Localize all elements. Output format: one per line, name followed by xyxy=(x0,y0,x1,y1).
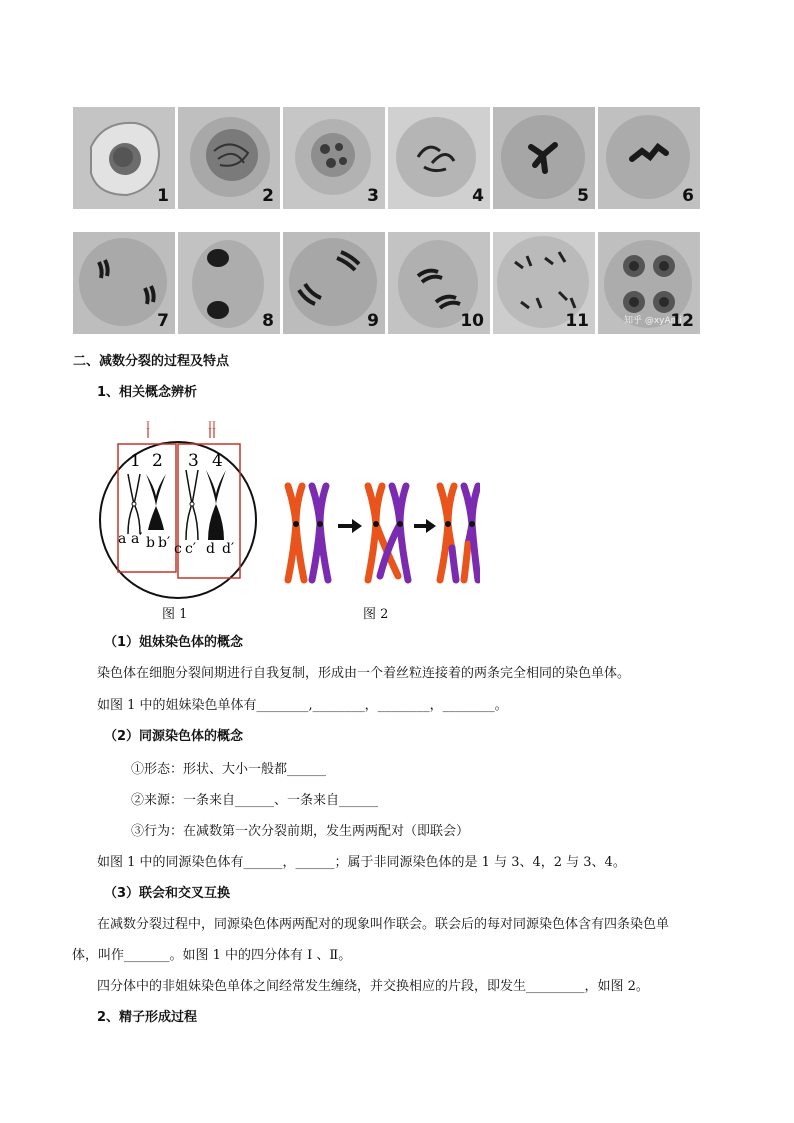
figure-2-crossing-over-diagram xyxy=(280,480,480,590)
chromosome-number-2: 2 xyxy=(152,451,163,471)
p2-item-3: ③行为：在减数第一次分裂前期，发生两两配对（即联会） xyxy=(131,824,470,839)
figure-1-caption: 图 1 xyxy=(162,607,188,622)
chromatid-label-b: b xyxy=(146,535,155,551)
chromosome-number-4: 4 xyxy=(212,451,223,471)
p2-item-2: ②来源：一条来自______、一条来自______ xyxy=(131,793,379,808)
micrograph-3 xyxy=(283,107,385,209)
micrograph-12 xyxy=(598,232,700,334)
chromatid-label-d: d xyxy=(206,541,215,557)
p2-item-1: ①形态：形状、大小一般都______ xyxy=(131,762,327,777)
micrograph-number: 10 xyxy=(460,311,484,331)
p3-title: （3）联会和交叉互换 xyxy=(104,886,231,901)
micrograph-number: 4 xyxy=(472,186,484,206)
figure-2-caption: 图 2 xyxy=(363,607,389,622)
micrograph-number: 2 xyxy=(262,186,274,206)
figure-1-chromosome-diagram xyxy=(98,422,268,602)
p1-text: 染色体在细胞分裂间期进行自我复制，形成由一个着丝粒连接着的两条完全相同的染色单体。 xyxy=(97,666,631,681)
micrograph-number: 11 xyxy=(565,311,589,331)
micrograph-5 xyxy=(493,107,595,209)
chromosome-number-1: 1 xyxy=(130,451,141,471)
micrograph-number: 8 xyxy=(262,311,274,331)
chromatid-label-b-prime: b′ xyxy=(158,535,171,551)
micrograph-9 xyxy=(283,232,385,334)
micrograph-2 xyxy=(178,107,280,209)
chromatid-label-c: c xyxy=(174,541,182,557)
p2-title: （2）同源染色体的概念 xyxy=(104,729,244,744)
micrograph-number: 5 xyxy=(577,186,589,206)
micrograph-10 xyxy=(388,232,490,334)
micrograph-11 xyxy=(493,232,595,334)
subsection-title-2: 2、精子形成过程 xyxy=(97,1010,198,1025)
chromatid-label-a: a xyxy=(118,531,127,547)
p2-question: 如图 1 中的同源染色体有______，______；属于非同源染色体的是 1 与 3、4，2 与 3、4。 xyxy=(97,855,626,870)
chromatid-label-d-prime: d′ xyxy=(222,541,235,557)
tetrad-label-1: I xyxy=(146,421,150,432)
p3-text-3: 四分体中的非姐妹染色单体之间经常发生缠绕，并交换相应的片段，即发生_________，如图 2。 xyxy=(97,979,649,994)
micrograph-1 xyxy=(73,107,175,209)
micrograph-number: 1 xyxy=(157,186,169,206)
chromatid-label-a-prime: a′ xyxy=(131,531,143,547)
micrograph-number: 12 xyxy=(670,311,694,331)
section-title: 二、减数分裂的过程及特点 xyxy=(73,354,230,369)
chromosome-number-3: 3 xyxy=(188,451,199,471)
micrograph-number: 3 xyxy=(367,186,379,206)
micrograph-8 xyxy=(178,232,280,334)
p3-text-1: 在减数分裂过程中，同源染色体两两配对的现象叫作联会。联会后的每对同源染色体含有四条染色单 xyxy=(97,917,670,932)
micrograph-row-1 xyxy=(73,107,701,209)
micrograph-number: 9 xyxy=(367,311,379,331)
micrograph-number: 6 xyxy=(682,186,694,206)
micrograph-number: 7 xyxy=(157,311,169,331)
tetrad-label-2: II xyxy=(208,421,216,432)
p1-question: 如图 1 中的姐妹染色单体有________,________，________，________。 xyxy=(97,698,508,713)
micrograph-7 xyxy=(73,232,175,334)
p1-title: （1）姐妹染色体的概念 xyxy=(104,635,244,650)
micrograph-4 xyxy=(388,107,490,209)
micrograph-row-2 xyxy=(73,232,701,334)
micrograph-6 xyxy=(598,107,700,209)
p3-text-2: 体，叫作_______。如图 1 中的四分体有 Ⅰ 、Ⅱ。 xyxy=(72,948,352,963)
watermark: 知乎 @xyAmi xyxy=(624,316,682,326)
subsection-title-1: 1、相关概念辨析 xyxy=(97,385,198,400)
chromatid-label-c-prime: c′ xyxy=(185,541,197,557)
